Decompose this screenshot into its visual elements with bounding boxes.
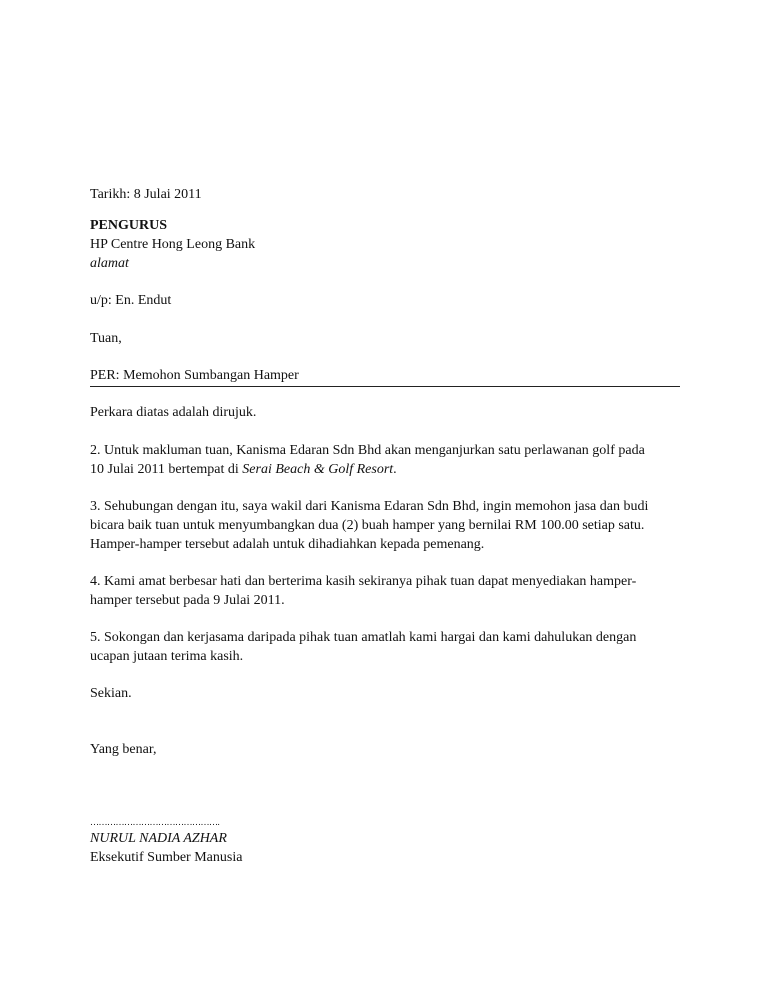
recipient-title: PENGURUS — [90, 218, 168, 233]
paragraph-3-line-2: bicara baik tuan untuk menyumbangkan dua (2) buah hamper yang bernilai RM 100.00 setiap satu. — [90, 518, 645, 533]
letter-date: Tarikh: 8 Julai 2011 — [90, 187, 202, 202]
recipient-organization: HP Centre Hong Leong Bank — [90, 237, 256, 252]
paragraph-2-text: 10 Julai 2011 bertempat di — [90, 462, 243, 477]
paragraph-2-end: . — [393, 462, 397, 477]
paragraph-2-line-1: 2. Untuk makluman tuan, Kanisma Edaran Sdn Bhd akan menganjurkan satu perlawanan golf pada — [90, 443, 645, 458]
signer-name: NURUL NADIA AZHAR — [90, 831, 227, 846]
salutation: Tuan, — [90, 331, 122, 346]
paragraph-3-line-3: Hamper-hamper tersebut adalah untuk dihadiahkan kepada pemenang. — [90, 537, 485, 552]
signature-line: ………………………………………. — [90, 817, 220, 827]
paragraph-2-line-2 — [90, 460, 397, 479]
valediction: Yang benar, — [90, 742, 157, 757]
attention-line: u/p: En. Endut — [90, 293, 172, 308]
intro-paragraph: Perkara diatas adalah dirujuk. — [90, 405, 257, 420]
recipient-address: alamat — [90, 256, 129, 271]
closing-text: Sekian. — [90, 686, 132, 701]
subject-underline — [90, 386, 680, 387]
paragraph-5-line-2: ucapan jutaan terima kasih. — [90, 649, 244, 664]
signer-position: Eksekutif Sumber Manusia — [90, 850, 243, 865]
paragraph-4-line-1: 4. Kami amat berbesar hati dan berterima kasih sekiranya pihak tuan dapat menyediakan hamper- — [90, 574, 637, 589]
paragraph-4-line-2: hamper tersebut pada 9 Julai 2011. — [90, 593, 285, 608]
paragraph-5-line-1: 5. Sokongan dan kerjasama daripada pihak tuan amatlah kami hargai dan kami dahulukan dengan — [90, 630, 637, 645]
venue-name: Serai Beach & Golf Resort — [242, 462, 394, 477]
subject-line: PER: Memohon Sumbangan Hamper — [90, 368, 299, 383]
paragraph-3-line-1: 3. Sehubungan dengan itu, saya wakil dari Kanisma Edaran Sdn Bhd, ingin memohon jasa dan budi — [90, 499, 649, 514]
